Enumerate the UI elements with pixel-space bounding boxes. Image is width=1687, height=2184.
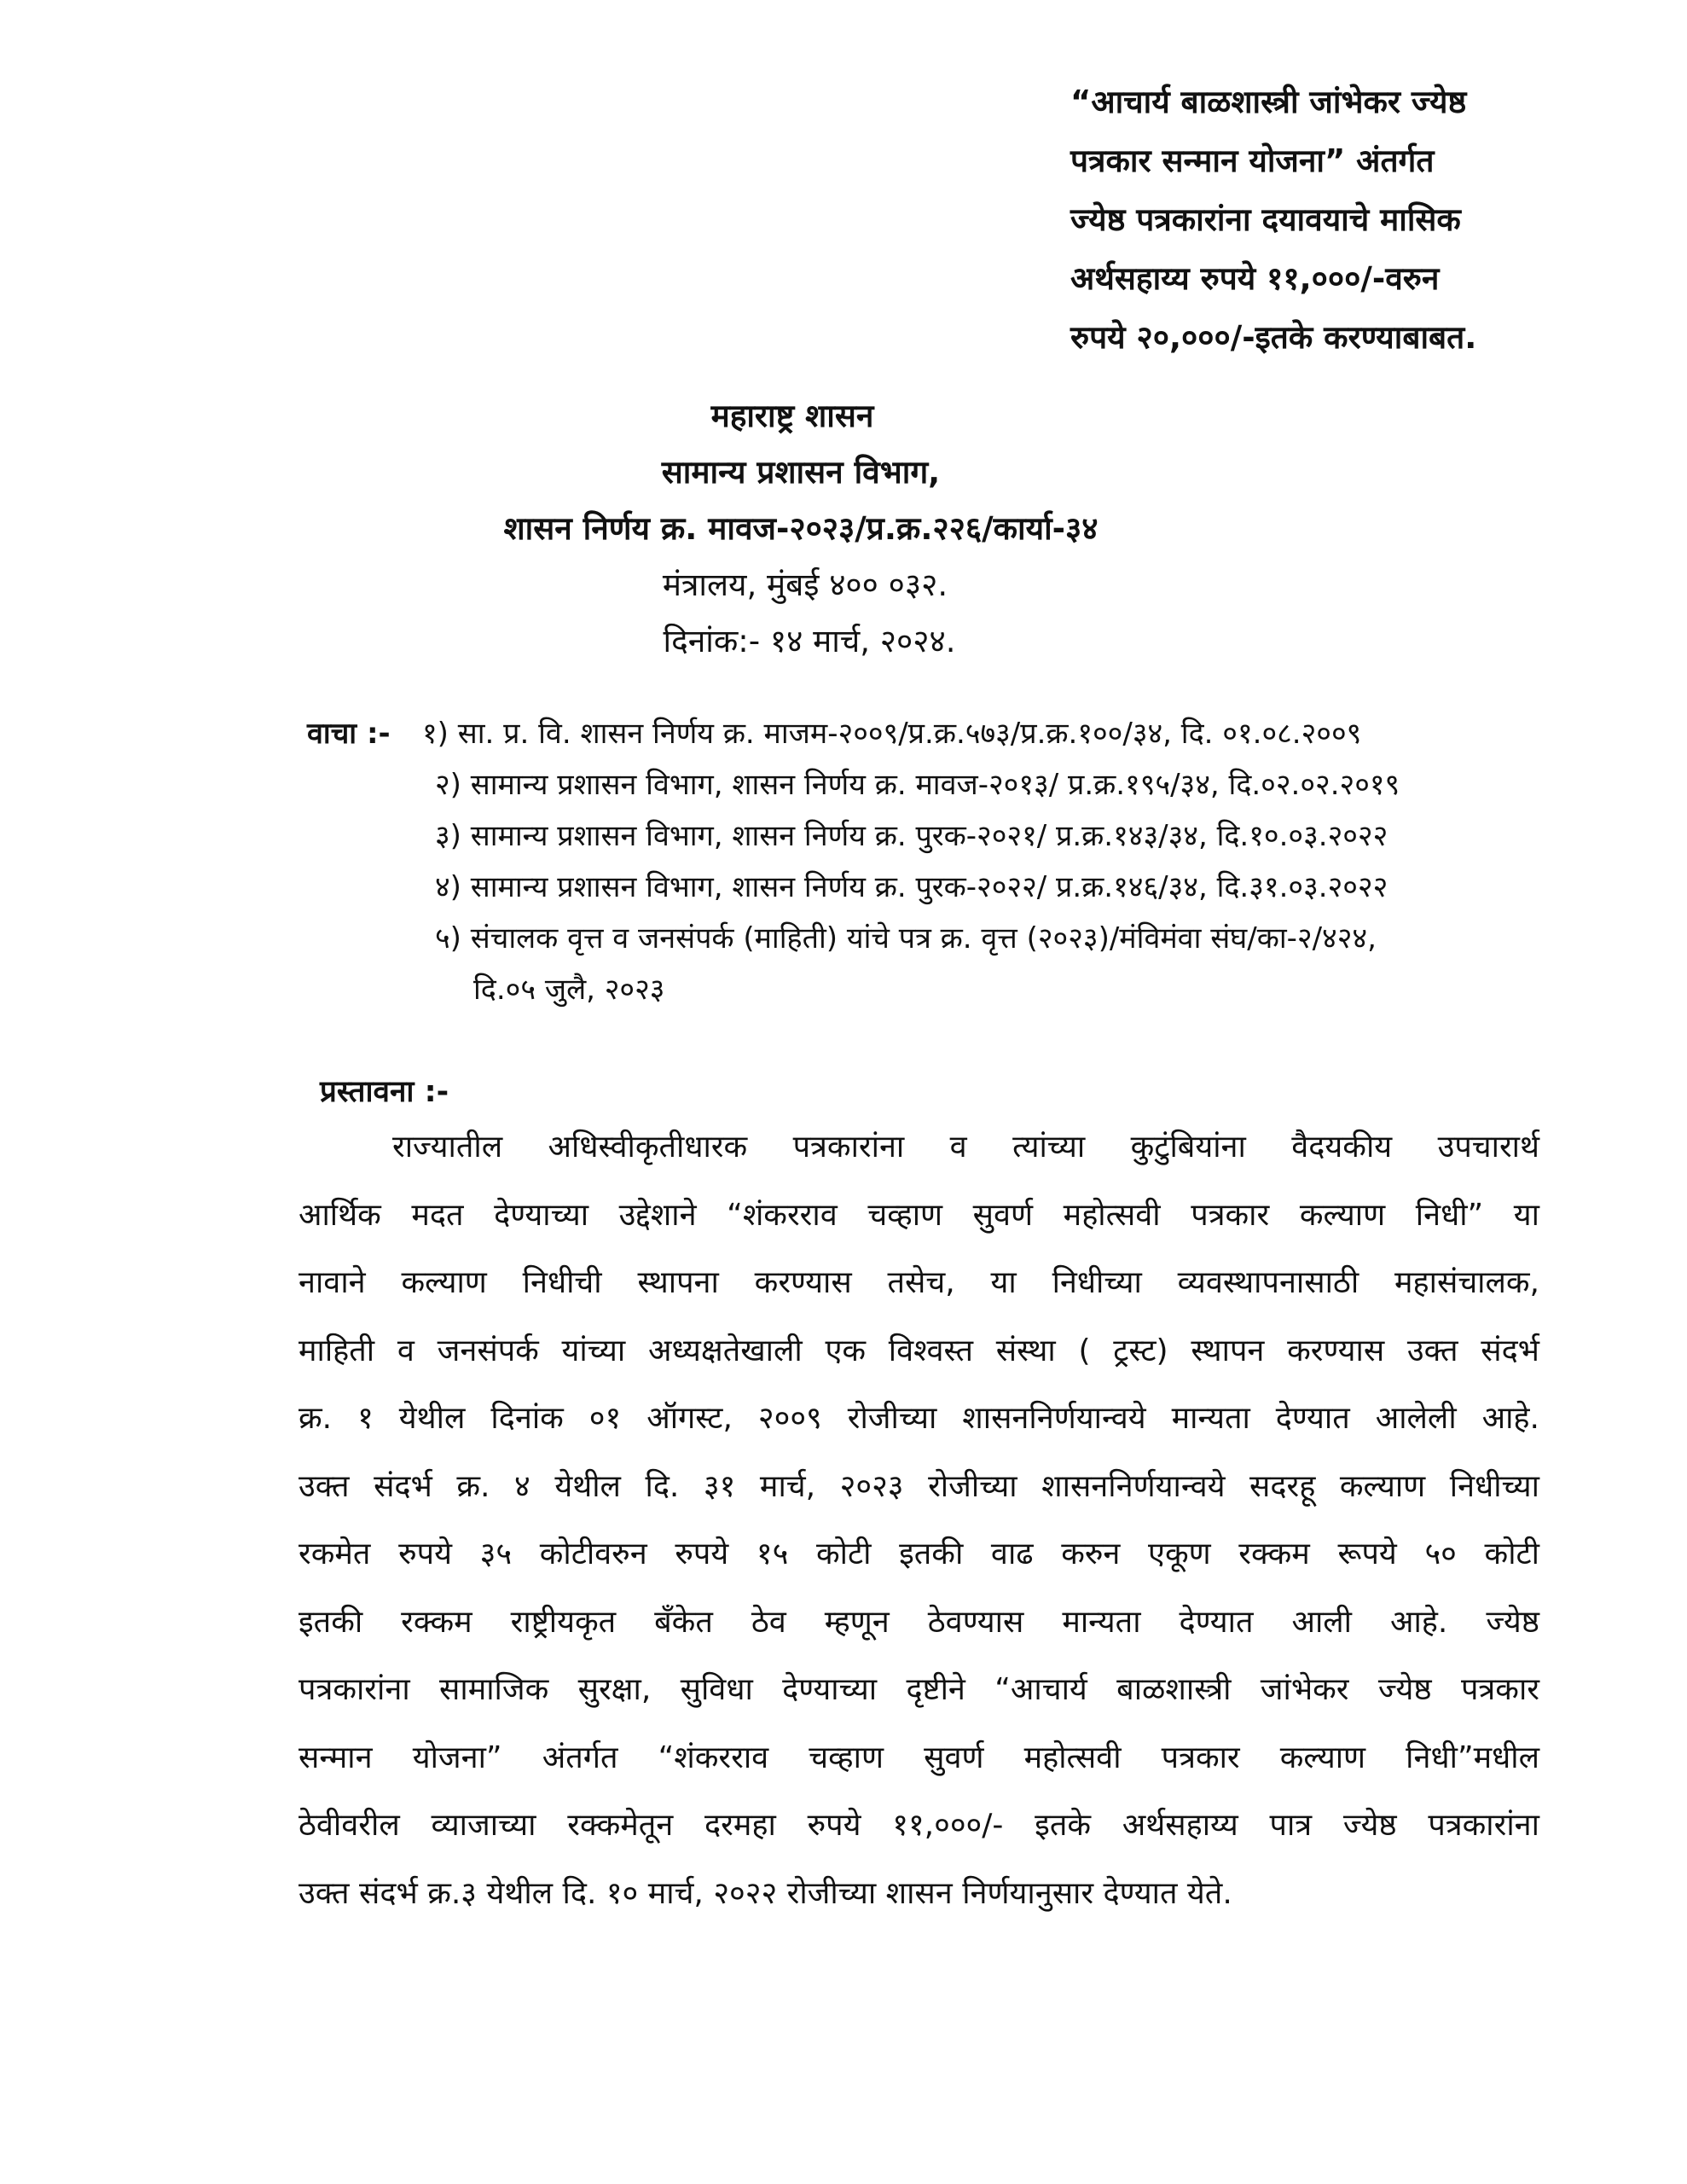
- references-list: [307, 708, 1569, 1015]
- preamble-line: पत्रकारांना सामाजिक सुरक्षा, सुविधा देण्याच्या दृष्टीने “आचार्य बाळशास्त्री जांभेकर ज्येष्ठ पत्रकार: [299, 1672, 1539, 1707]
- subject-line: ज्येष्ठ पत्रकारांना दयावयाचे मासिक: [1070, 201, 1461, 238]
- department-name: सामान्य प्रशासन विभाग,: [661, 454, 941, 491]
- subject-line: रुपये २०,०००/-इतके करण्याबाबत.: [1070, 319, 1477, 356]
- subject-block: [1070, 73, 1539, 367]
- preamble-line: रकमेत रुपये ३५ कोटीवरुन रुपये १५ कोटी इतकी वाढ करुन एकूण रक्कम रूपये ५० कोटी: [299, 1536, 1539, 1571]
- preamble-title: प्रस्तावना :-: [320, 1075, 449, 1109]
- office-address: मंत्रालय, मुंबई ४०० ०३२.: [662, 566, 948, 603]
- reference-item-continuation: दि.०५ जुलै, २०२३: [473, 973, 665, 1007]
- resolution-number: शासन निर्णय क्र. मावज-२०२३/प्र.क्र.२२६/कार्या-३४: [503, 510, 1099, 547]
- government-name: महाराष्ट्र शासन: [710, 398, 874, 434]
- preamble-line: नावाने कल्याण निधीची स्थापना करण्यास तसेच, या निधीच्या व्यवस्थापनासाठी महासंचालक,: [299, 1265, 1539, 1300]
- resolution-date: दिनांक:- १४ मार्च, २०२४.: [663, 623, 956, 659]
- resolution-header: [0, 388, 1687, 670]
- reference-item: ४) सामान्य प्रशासन विभाग, शासन निर्णय क्र. पुरक-२०२२/ प्र.क्र.१४६/३४, दि.३१.०३.२०२२: [435, 870, 1388, 904]
- reference-item: [307, 913, 1569, 1015]
- reference-item: २) सामान्य प्रशासन विभाग, शासन निर्णय क्र. मावज-२०१३/ प्र.क्र.१९५/३४, दि.०२.०२.२०१९: [435, 768, 1400, 802]
- subject-line: अर्थसहाय्य रुपये ११,०००/-वरुन: [1070, 260, 1440, 297]
- references-label: वाचा :-: [307, 717, 391, 751]
- preamble-line: उक्त संदर्भ क्र.३ येथील दि. १० मार्च, २०२२ रोजीच्या शासन निर्णयानुसार देण्यात येते.: [299, 1875, 1232, 1911]
- preamble-line: आर्थिक मदत देण्याच्या उद्देशाने “शंकरराव चव्हाण सुवर्ण महोत्सवी पत्रकार कल्याण निधी” या: [299, 1197, 1539, 1233]
- preamble-line: इतकी रक्कम राष्ट्रीयकृत बँकेत ठेव म्हणून ठेवण्यास मान्यता देण्यात आली आहे. ज्येष्ठ: [299, 1604, 1539, 1640]
- preamble-line: ठेवीवरील व्याजाच्या रक्कमेतून दरमहा रुपये ११,०००/- इतके अर्थसहाय्य पात्र ज्येष्ठ पत्रकारांना: [299, 1808, 1539, 1843]
- reference-item: ३) सामान्य प्रशासन विभाग, शासन निर्णय क्र. पुरक-२०२१/ प्र.क्र.१४३/३४, दि.१०.०३.२०२२: [435, 819, 1388, 853]
- preamble-line: राज्यातील अधिस्वीकृतीधारक पत्रकारांना व त्यांच्या कुटुंबियांना वैदयकीय उपचारार्थ: [392, 1130, 1539, 1165]
- subject-line: पत्रकार सन्मान योजना” अंतर्गत: [1070, 142, 1435, 179]
- preamble-paragraph: [299, 1113, 1539, 1927]
- preamble-line: उक्त संदर्भ क्र. ४ येथील दि. ३१ मार्च, २०२३ रोजीच्या शासननिर्णयान्वये सदरहू कल्याण निधीच्या: [299, 1468, 1539, 1504]
- preamble-line: सन्मान योजना” अंतर्गत “शंकरराव चव्हाण सुवर्ण महोत्सवी पत्रकार कल्याण निधी”मधील: [299, 1740, 1539, 1775]
- subject-line: “आचार्य बाळशास्त्री जांभेकर ज्येष्ठ: [1070, 84, 1467, 120]
- preamble-line: माहिती व जनसंपर्क यांच्या अध्यक्षतेखाली एक विश्वस्त संस्था ( ट्रस्ट) स्थापन करण्यास उक्त संदर्भ: [299, 1333, 1539, 1368]
- reference-item: १) सा. प्र. वि. शासन निर्णय क्र. माजम-२००९/प्र.क्र.५७३/प्र.क्र.१००/३४, दि. ०१.०८.२००९: [422, 717, 1362, 751]
- references-section: [307, 708, 1569, 1015]
- preamble-line: क्र. १ येथील दिनांक ०१ ऑगस्ट, २००९ रोजीच्या शासननिर्णयान्वये मान्यता देण्यात आलेली आहे.: [299, 1401, 1539, 1436]
- reference-item-text: ५) संचालक वृत्त व जनसंपर्क (माहिती) यांचे पत्र क्र. वृत्त (२०२३)/मंविमंवा संघ/का-२/४२४,: [435, 921, 1377, 956]
